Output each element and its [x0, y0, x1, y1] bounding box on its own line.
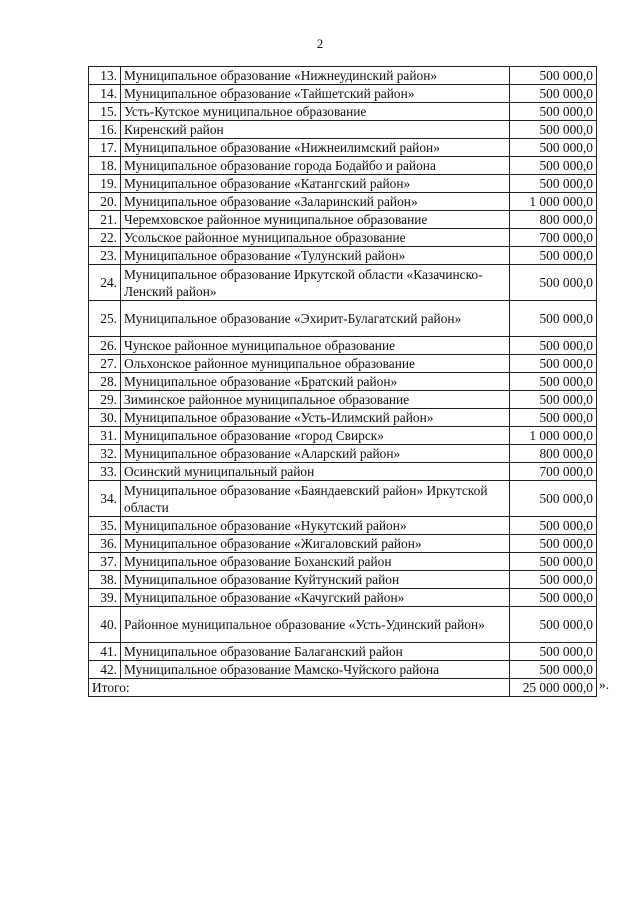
table-row [89, 391, 597, 409]
municipality-name: Районное муниципальное образование «Усть-Удинский район» [121, 607, 510, 643]
allocation-amount: 500 000,0 [510, 85, 597, 103]
row-number: 18. [89, 157, 121, 175]
allocation-amount: 500 000,0 [510, 355, 597, 373]
table-row [89, 445, 597, 463]
municipality-name: Муниципальное образование «Аларский район» [121, 445, 510, 463]
row-number: 21. [89, 211, 121, 229]
municipality-name: Ольхонское районное муниципальное образование [121, 355, 510, 373]
allocation-amount: 500 000,0 [510, 517, 597, 535]
table-row [89, 643, 597, 661]
row-number: 41. [89, 643, 121, 661]
allocation-amount: 500 000,0 [510, 391, 597, 409]
municipality-name: Муниципальное образование Иркутской области «Казачинско-Ленский район» [121, 265, 510, 301]
row-number: 25. [89, 301, 121, 337]
table-row [89, 175, 597, 193]
allocation-amount: 500 000,0 [510, 589, 597, 607]
municipality-name: Муниципальное образование «Нукутский район» [121, 517, 510, 535]
table-row [89, 157, 597, 175]
allocation-amount: 700 000,0 [510, 229, 597, 247]
row-number: 39. [89, 589, 121, 607]
table-row [89, 301, 597, 337]
row-number: 34. [89, 481, 121, 517]
page-number: 2 [316, 36, 324, 51]
table-row [89, 553, 597, 571]
allocation-table-body [89, 67, 597, 679]
municipality-name: Зиминское районное муниципальное образование [121, 391, 510, 409]
allocation-amount: 500 000,0 [510, 553, 597, 571]
municipality-name: Муниципальное образование Куйтунский район [121, 571, 510, 589]
total-label: Итого: [89, 679, 510, 697]
row-number: 31. [89, 427, 121, 445]
row-number: 16. [89, 121, 121, 139]
row-number: 35. [89, 517, 121, 535]
table-row [89, 589, 597, 607]
table-row [89, 265, 597, 301]
municipality-name: Муниципальное образование «Нижнеилимский район» [121, 139, 510, 157]
allocation-amount: 500 000,0 [510, 301, 597, 337]
allocation-amount: 500 000,0 [510, 337, 597, 355]
total-amount: 25 000 000,0 [510, 679, 597, 697]
municipality-name: Усольское районное муниципальное образование [121, 229, 510, 247]
table-row [89, 661, 597, 679]
table-row [89, 67, 597, 85]
row-number: 15. [89, 103, 121, 121]
allocation-amount: 500 000,0 [510, 247, 597, 265]
municipality-name: Муниципальное образование «Усть-Илимский район» [121, 409, 510, 427]
municipality-name: Муниципальное образование Балаганский район [121, 643, 510, 661]
table-row [89, 247, 597, 265]
row-number: 26. [89, 337, 121, 355]
municipality-name: Муниципальное образование «Тайшетский район» [121, 85, 510, 103]
table-row [89, 481, 597, 517]
municipality-name: Муниципальное образование «Тулунский район» [121, 247, 510, 265]
table-row [89, 103, 597, 121]
allocation-amount: 500 000,0 [510, 535, 597, 553]
municipality-name: Муниципальное образование «Качугский район» [121, 589, 510, 607]
row-number: 24. [89, 265, 121, 301]
municipality-name: Муниципальное образование «Баяндаевский район» Иркутской области [121, 481, 510, 517]
municipality-name: Муниципальное образование «Жигаловский район» [121, 535, 510, 553]
table-row [89, 607, 597, 643]
municipality-name: Киренский район [121, 121, 510, 139]
row-number: 42. [89, 661, 121, 679]
row-number: 32. [89, 445, 121, 463]
municipality-name: Муниципальное образование «Нижнеудинский район» [121, 67, 510, 85]
table-row [89, 193, 597, 211]
table-row [89, 337, 597, 355]
allocation-amount: 500 000,0 [510, 661, 597, 679]
table-row [89, 139, 597, 157]
row-number: 27. [89, 355, 121, 373]
municipality-name: Муниципальное образование «Катангский район» [121, 175, 510, 193]
table-row [89, 229, 597, 247]
municipality-name: Муниципальное образование Мамско-Чуйского района [121, 661, 510, 679]
row-number: 38. [89, 571, 121, 589]
row-number: 22. [89, 229, 121, 247]
table-row [89, 409, 597, 427]
row-number: 23. [89, 247, 121, 265]
allocation-amount: 500 000,0 [510, 607, 597, 643]
municipality-name: Чунское районное муниципальное образование [121, 337, 510, 355]
municipality-name: Усть-Кутское муниципальное образование [121, 103, 510, 121]
municipality-name: Черемховское районное муниципальное образование [121, 211, 510, 229]
allocation-table [88, 66, 597, 697]
allocation-amount: 700 000,0 [510, 463, 597, 481]
closing-quote: ». [599, 677, 610, 692]
allocation-amount: 500 000,0 [510, 643, 597, 661]
table-row [89, 85, 597, 103]
municipality-name: Муниципальное образование Боханский район [121, 553, 510, 571]
table-row [89, 427, 597, 445]
total-row [89, 679, 597, 697]
table-row [89, 355, 597, 373]
allocation-amount: 500 000,0 [510, 121, 597, 139]
allocation-amount: 500 000,0 [510, 103, 597, 121]
allocation-amount: 500 000,0 [510, 409, 597, 427]
row-number: 37. [89, 553, 121, 571]
allocation-amount: 500 000,0 [510, 571, 597, 589]
municipality-name: Осинский муниципальный район [121, 463, 510, 481]
table-row [89, 517, 597, 535]
row-number: 30. [89, 409, 121, 427]
allocation-amount: 800 000,0 [510, 211, 597, 229]
row-number: 17. [89, 139, 121, 157]
allocation-amount: 500 000,0 [510, 481, 597, 517]
allocation-amount: 500 000,0 [510, 373, 597, 391]
municipality-name: Муниципальное образование «Братский район» [121, 373, 510, 391]
table-row [89, 121, 597, 139]
allocation-amount: 500 000,0 [510, 175, 597, 193]
municipality-name: Муниципальное образование города Бодайбо и района [121, 157, 510, 175]
table-row [89, 211, 597, 229]
table-row [89, 463, 597, 481]
allocation-amount: 500 000,0 [510, 139, 597, 157]
municipality-name: Муниципальное образование «Заларинский район» [121, 193, 510, 211]
allocation-amount: 500 000,0 [510, 157, 597, 175]
allocation-amount: 1 000 000,0 [510, 427, 597, 445]
row-number: 28. [89, 373, 121, 391]
municipality-name: Муниципальное образование «город Свирск» [121, 427, 510, 445]
row-number: 40. [89, 607, 121, 643]
allocation-amount: 500 000,0 [510, 67, 597, 85]
table-row [89, 373, 597, 391]
allocation-amount: 1 000 000,0 [510, 193, 597, 211]
row-number: 14. [89, 85, 121, 103]
allocation-amount: 500 000,0 [510, 265, 597, 301]
row-number: 13. [89, 67, 121, 85]
table-row [89, 571, 597, 589]
row-number: 20. [89, 193, 121, 211]
row-number: 36. [89, 535, 121, 553]
table-row [89, 535, 597, 553]
row-number: 33. [89, 463, 121, 481]
row-number: 19. [89, 175, 121, 193]
row-number: 29. [89, 391, 121, 409]
allocation-amount: 800 000,0 [510, 445, 597, 463]
municipality-name: Муниципальное образование «Эхирит-Булагатский район» [121, 301, 510, 337]
